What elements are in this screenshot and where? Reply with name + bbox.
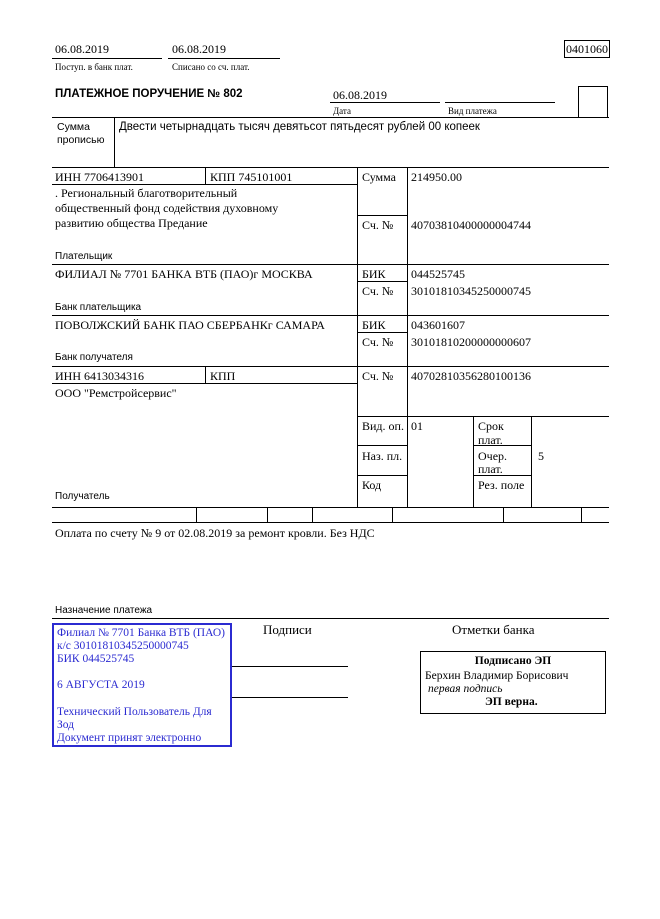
line-col-term-left <box>473 416 474 508</box>
document-date-label: Дата <box>333 106 351 116</box>
e-signature-verified: ЭП верна. <box>485 696 538 708</box>
reserve-label: Рез. поле <box>478 478 525 492</box>
document-title: ПЛАТЕЖНОЕ ПОРУЧЕНИЕ № 802 <box>55 88 243 100</box>
signatures-label: Подписи <box>263 622 312 637</box>
line-payee-bank-bottom <box>52 366 609 367</box>
received-label: Поступ. в банк плат. <box>55 62 133 72</box>
line-amount-top <box>52 117 609 118</box>
payer-account-label: Сч. № <box>362 218 394 232</box>
received-date-line <box>52 58 162 59</box>
e-signature-type: первая подпись <box>428 683 503 695</box>
purpose-code-label: Наз. пл. <box>362 449 403 463</box>
signature-line-2 <box>232 697 348 698</box>
line-tax-bottom <box>52 522 609 523</box>
line-order-row <box>473 475 531 476</box>
payee-account-label: Сч. № <box>362 369 394 383</box>
payer-bank-bik: 044525745 <box>411 267 465 281</box>
pay-term-label-2: плат. <box>478 433 503 447</box>
payer-bank-account-label: Сч. № <box>362 284 394 298</box>
payee-label: Получатель <box>55 491 110 502</box>
bank-marks-label: Отметки банка <box>452 622 535 637</box>
line-op-row <box>357 445 407 446</box>
line-tax-1 <box>196 507 197 522</box>
bank-stamp-accepted: Документ принят электронно <box>57 732 202 744</box>
payee-name: ООО "Ремстройсервис" <box>55 386 177 400</box>
line-term-row <box>473 445 531 446</box>
payer-account: 40703810400000004744 <box>411 218 531 232</box>
line-tax-6 <box>581 507 582 522</box>
line-col-label-left <box>357 167 358 508</box>
payee-bank-label: Банк получателя <box>55 352 133 363</box>
order-label-2: плат. <box>478 462 503 476</box>
payer-sum-value: 214950.00 <box>411 170 462 184</box>
op-type-label: Вид. оп. <box>362 419 404 433</box>
op-type-value: 01 <box>411 419 423 433</box>
line-tax-2 <box>267 507 268 522</box>
bank-stamp-user-1: Технический Пользователь Для <box>57 706 212 718</box>
line-tax-5 <box>503 507 504 522</box>
received-date: 06.08.2019 <box>55 42 109 56</box>
form-code: 0401060 <box>566 42 608 56</box>
payee-bank-name: ПОВОЛЖСКИЙ БАНК ПАО СБЕРБАНКг САМАРА <box>55 318 325 332</box>
bank-stamp-date: 6 АВГУСТА 2019 <box>57 679 145 691</box>
payer-bank-account: 30101810345250000745 <box>411 284 531 298</box>
payer-bank-bik-label: БИК <box>362 267 386 281</box>
line-purpose-bottom <box>52 618 609 619</box>
document-date-line <box>330 102 440 103</box>
purpose-text: Оплата по счету № 9 от 02.08.2019 за ремонт кровли. Без НДС <box>55 526 375 540</box>
payer-name-1: . Региональный благотворительный <box>55 186 238 200</box>
purpose-label: Назначение платежа <box>55 605 153 616</box>
payer-label: Плательщик <box>55 251 113 262</box>
payer-inn: ИНН 7706413901 <box>55 170 144 184</box>
line-purpose-code-row <box>357 475 407 476</box>
code-label: Код <box>362 478 382 492</box>
line-payee-inn-kpp <box>205 366 206 383</box>
payee-kpp: КПП <box>210 369 236 383</box>
bank-stamp-line-3: БИК 044525745 <box>57 653 135 665</box>
line-payee-bank-bik <box>357 332 407 333</box>
line-payee-inn-bottom <box>52 383 357 384</box>
line-col-value-left <box>407 167 408 508</box>
line-tax-4 <box>392 507 393 522</box>
payer-name-3: развитию общества Предание <box>55 216 208 230</box>
line-tax-3 <box>312 507 313 522</box>
line-col-term-right <box>531 416 532 508</box>
line-payer-bank-bottom <box>52 315 609 316</box>
line-payee-account-bottom <box>357 416 609 417</box>
payer-bank-name: ФИЛИАЛ № 7701 БАНКА ВТБ (ПАО)г МОСКВА <box>55 267 313 281</box>
order-value: 5 <box>538 449 544 463</box>
amount-words-text: Двести четырнадцать тысяч девятьсот пятьдесят рублей 00 копеек <box>119 121 480 133</box>
payee-account: 40702810356280100136 <box>411 369 531 383</box>
signature-line-1 <box>232 666 348 667</box>
e-signature-signer: Берхин Владимир Борисович <box>425 670 569 682</box>
line-tax-top <box>52 507 609 508</box>
amount-words-label-2: прописью <box>57 134 105 146</box>
amount-words-label-1: Сумма <box>57 121 90 133</box>
bank-stamp-line-2: к/с 30101810345250000745 <box>57 640 189 652</box>
payment-type-line <box>445 102 555 103</box>
line-payer-bank-bik <box>357 281 407 282</box>
debited-label: Списано со сч. плат. <box>172 62 250 72</box>
payment-type-label: Вид платежа <box>448 106 497 116</box>
e-signature-title: Подписано ЭП <box>474 655 552 667</box>
line-amount-bottom <box>52 167 609 168</box>
bank-stamp-line-1: Филиал № 7701 Банка ВТБ (ПАО) <box>57 627 225 639</box>
status-box <box>578 86 608 118</box>
payee-bank-account: 30101810200000000607 <box>411 335 531 349</box>
line-sum-bottom <box>357 215 407 216</box>
document-date: 06.08.2019 <box>333 88 387 102</box>
payer-bank-label: Банк плательщика <box>55 302 142 313</box>
payer-name-2: общественный фонд содействия духовному <box>55 201 279 215</box>
payee-bank-account-label: Сч. № <box>362 335 394 349</box>
debited-date: 06.08.2019 <box>172 42 226 56</box>
debited-date-line <box>168 58 280 59</box>
line-amount-divider <box>114 117 115 167</box>
pay-term-label-1: Срок <box>478 419 504 433</box>
order-label-1: Очер. <box>478 449 508 463</box>
payee-inn: ИНН 6413034316 <box>55 369 144 383</box>
payee-bank-bik-label: БИК <box>362 318 386 332</box>
payer-kpp: КПП 745101001 <box>210 170 293 184</box>
line-payer-bottom <box>52 264 609 265</box>
line-payer-inn-bottom <box>52 184 357 185</box>
bank-stamp-user-2: Зод <box>57 719 75 731</box>
payer-sum-label: Сумма <box>362 170 396 184</box>
line-payer-inn-kpp <box>205 167 206 184</box>
payee-bank-bik: 043601607 <box>411 318 465 332</box>
